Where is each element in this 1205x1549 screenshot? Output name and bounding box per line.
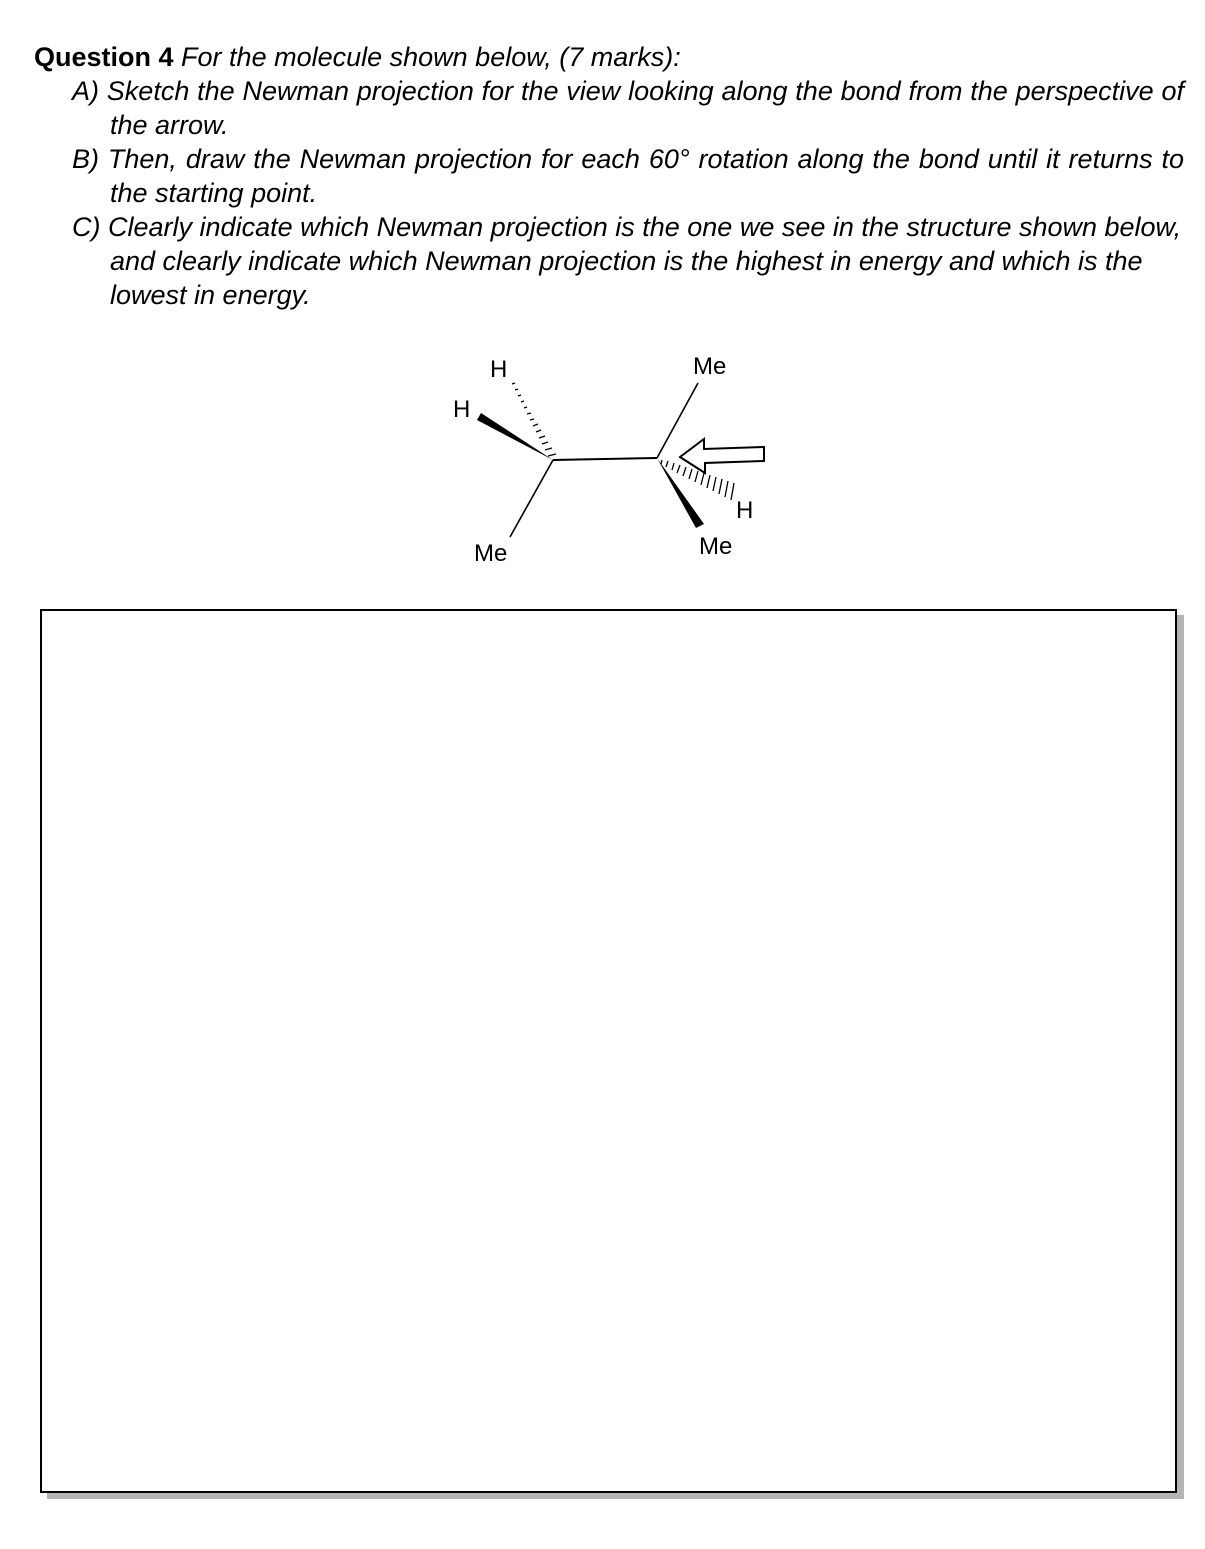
right-top-me-label: Me — [693, 353, 727, 380]
right-bottom-me-label: Me — [699, 533, 733, 560]
part-c-label: C) — [72, 212, 101, 242]
question-4 — [34, 40, 1184, 312]
view-arrow-icon — [680, 439, 764, 473]
answer-box[interactable] — [40, 609, 1177, 1493]
part-a-text: Sketch the Newman projection for the view looking along the bond from the perspective of the arrow. — [106, 76, 1184, 140]
left-top-h-label: H — [490, 356, 508, 383]
question-number: Question 4 — [34, 42, 174, 72]
question-heading — [34, 40, 1184, 74]
part-a — [34, 74, 1184, 142]
part-b-label: B) — [72, 144, 99, 174]
molecule-structure — [420, 345, 800, 575]
question-intro: For the molecule shown below, (7 marks): — [181, 42, 681, 72]
left-me-label: Me — [474, 540, 508, 567]
part-c — [34, 210, 1184, 312]
left-h-label: H — [453, 396, 471, 423]
right-h-label: H — [736, 497, 754, 524]
right-me-bond — [657, 383, 698, 458]
central-bond — [553, 458, 657, 460]
part-b-text: Then, draw the Newman projection for each 60° rotation along the bond until it returns to the starting point. — [107, 144, 1184, 208]
part-c-text: Clearly indicate which Newman projection is the one we see in the structure shown below, and clearly indicate which Newman projection is the highest in energy and which is the lowest in energy. — [108, 212, 1182, 310]
left-h-hash-bond — [512, 383, 556, 456]
left-me-bond — [510, 460, 553, 537]
part-b — [34, 142, 1184, 210]
part-a-label: A) — [72, 76, 99, 106]
